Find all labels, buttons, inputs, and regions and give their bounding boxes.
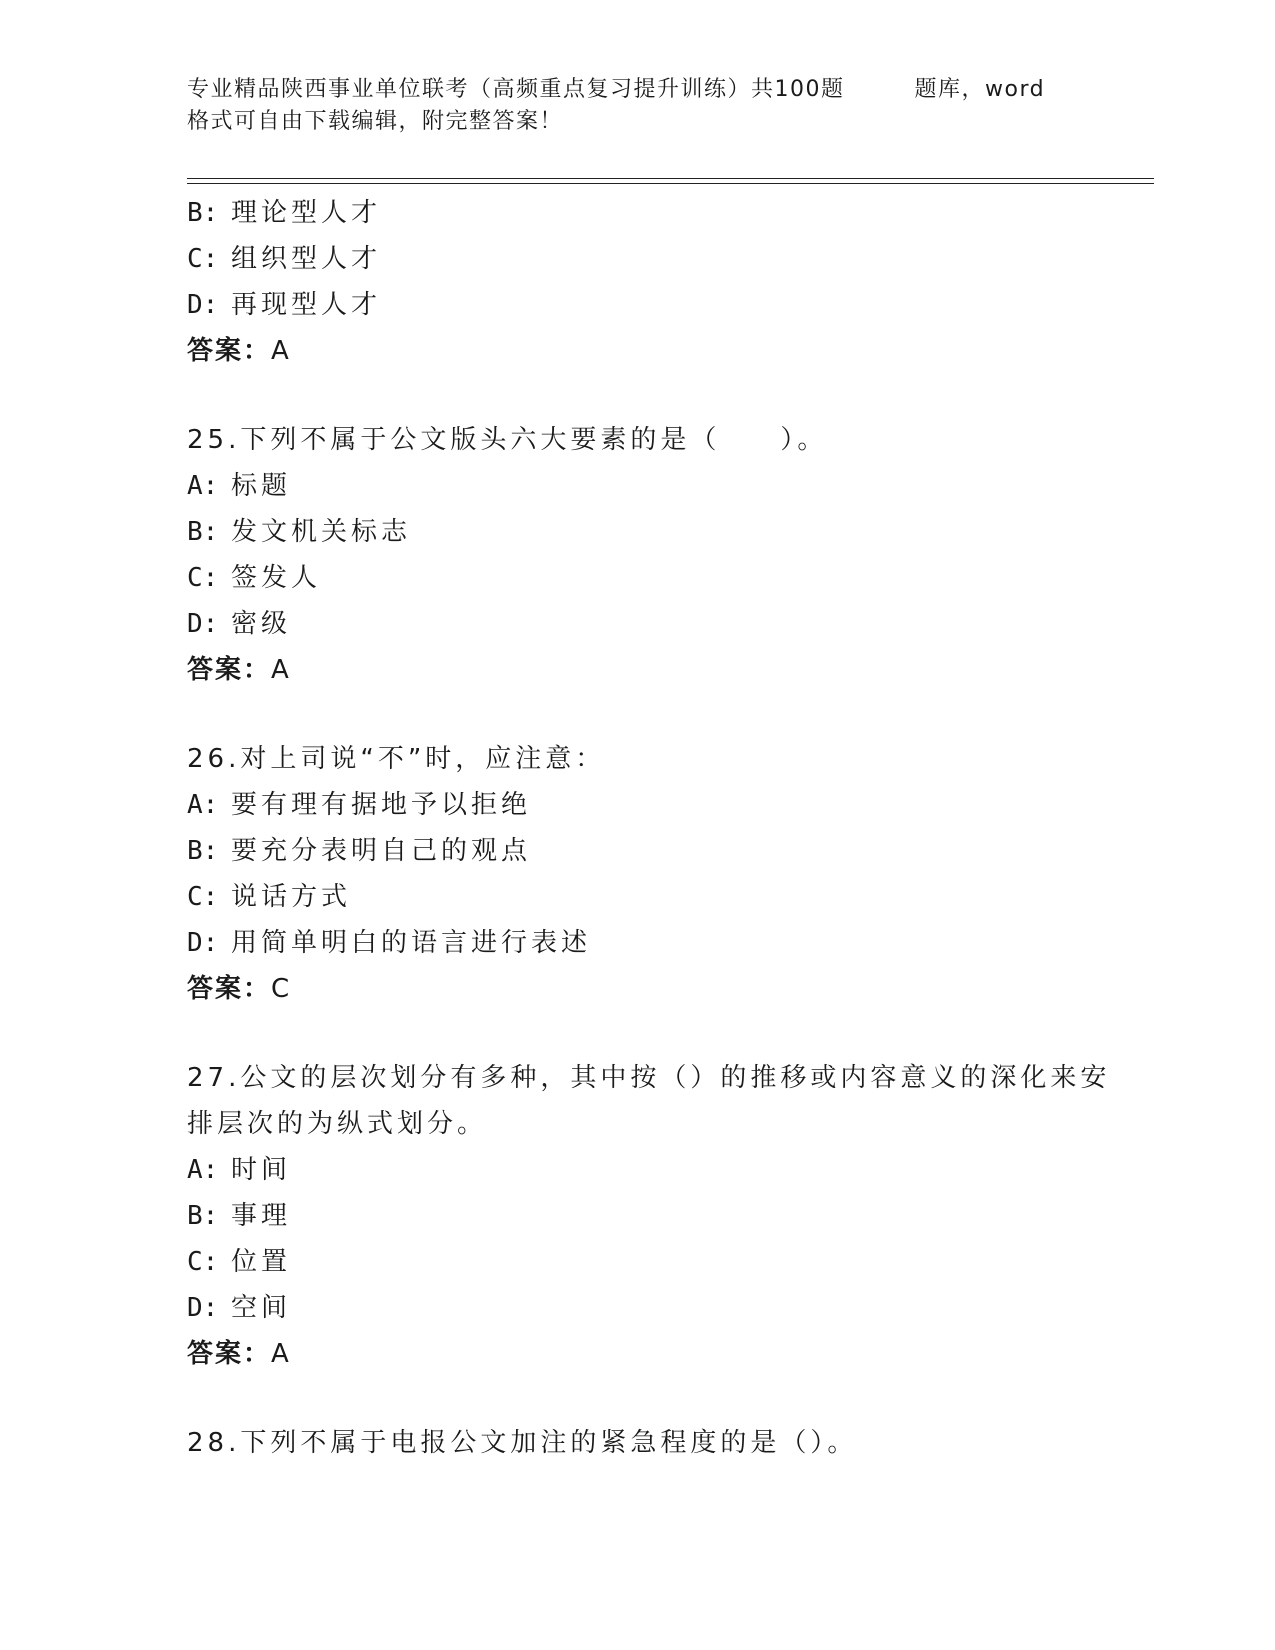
option-d	[187, 282, 1107, 328]
option-b	[187, 1193, 1107, 1239]
header-title: 专业精品陕西事业单位联考（高频重点复习提升训练）共100题	[187, 77, 845, 102]
option-text: 要充分表明自己的观点	[231, 836, 532, 866]
option-text: 要有理有据地予以拒绝	[231, 790, 532, 820]
option-b	[187, 509, 1107, 555]
answer-label: 答案：	[187, 974, 272, 1004]
option-key: D:	[187, 1293, 219, 1323]
question-text: 28.下列不属于电报公文加注的紧急程度的是（）。	[187, 1428, 858, 1458]
option-text: 位置	[231, 1247, 292, 1277]
option-text: 空间	[231, 1293, 292, 1323]
header-title-suffix: 题库，word	[914, 77, 1046, 102]
question-list	[187, 190, 1111, 1466]
answer-value: C	[271, 974, 294, 1004]
option-text: 签发人	[231, 563, 322, 593]
option-b	[187, 828, 1107, 874]
option-text: 标题	[231, 471, 292, 501]
option-d	[187, 920, 1107, 966]
answer-value: A	[271, 655, 293, 685]
answer-value: A	[271, 1339, 293, 1369]
answer-label: 答案：	[187, 655, 272, 685]
option-key: C:	[187, 563, 219, 593]
option-a	[187, 463, 1107, 509]
answer-label: 答案：	[187, 1339, 272, 1369]
question-text-line-2: 排层次的为纵式划分。	[187, 1109, 488, 1139]
option-key: A:	[187, 790, 219, 820]
option-text: 时间	[231, 1155, 292, 1185]
answer-value: A	[271, 336, 293, 366]
option-key: D:	[187, 609, 219, 639]
option-key: A:	[187, 1155, 219, 1185]
option-key: D:	[187, 928, 219, 958]
document-header	[187, 74, 1087, 138]
option-text: 密级	[231, 609, 292, 639]
option-key: C:	[187, 244, 219, 274]
answer-label: 答案：	[187, 336, 272, 366]
option-d	[187, 601, 1107, 647]
option-key: D:	[187, 290, 219, 320]
option-a	[187, 1147, 1107, 1193]
option-d	[187, 1285, 1107, 1331]
option-c	[187, 874, 1107, 920]
question-text: 25.下列不属于公文版头六大要素的是（ ）。	[187, 425, 828, 455]
answer-line	[187, 647, 1107, 693]
header-divider-top	[187, 178, 1154, 179]
option-a	[187, 782, 1107, 828]
header-line-1	[187, 74, 1087, 106]
answer-line	[187, 1331, 1107, 1377]
header-divider-bottom	[187, 183, 1154, 184]
option-text: 理论型人才	[231, 198, 382, 228]
option-c	[187, 1239, 1107, 1285]
option-key: C:	[187, 1247, 219, 1277]
option-key: B:	[187, 1201, 219, 1231]
option-key: B:	[187, 198, 219, 228]
question-text: 26.对上司说“不”时，应注意：	[187, 744, 606, 774]
option-b	[187, 190, 1107, 236]
option-text: 说话方式	[231, 882, 352, 912]
option-text: 组织型人才	[231, 244, 382, 274]
option-key: B:	[187, 517, 219, 547]
option-c	[187, 555, 1107, 601]
option-key: A:	[187, 471, 219, 501]
option-key: C:	[187, 882, 219, 912]
header-line-2: 格式可自由下载编辑，附完整答案！	[187, 109, 564, 134]
answer-line	[187, 328, 1107, 374]
question-text-line-1: 27.公文的层次划分有多种，其中按（）的推移或内容意义的深化来安	[187, 1063, 1111, 1093]
answer-line	[187, 966, 1107, 1012]
option-c	[187, 236, 1107, 282]
option-text: 用简单明白的语言进行表述	[231, 928, 592, 958]
option-text: 事理	[231, 1201, 292, 1231]
option-text: 再现型人才	[231, 290, 382, 320]
option-key: B:	[187, 836, 219, 866]
option-text: 发文机关标志	[231, 517, 412, 547]
